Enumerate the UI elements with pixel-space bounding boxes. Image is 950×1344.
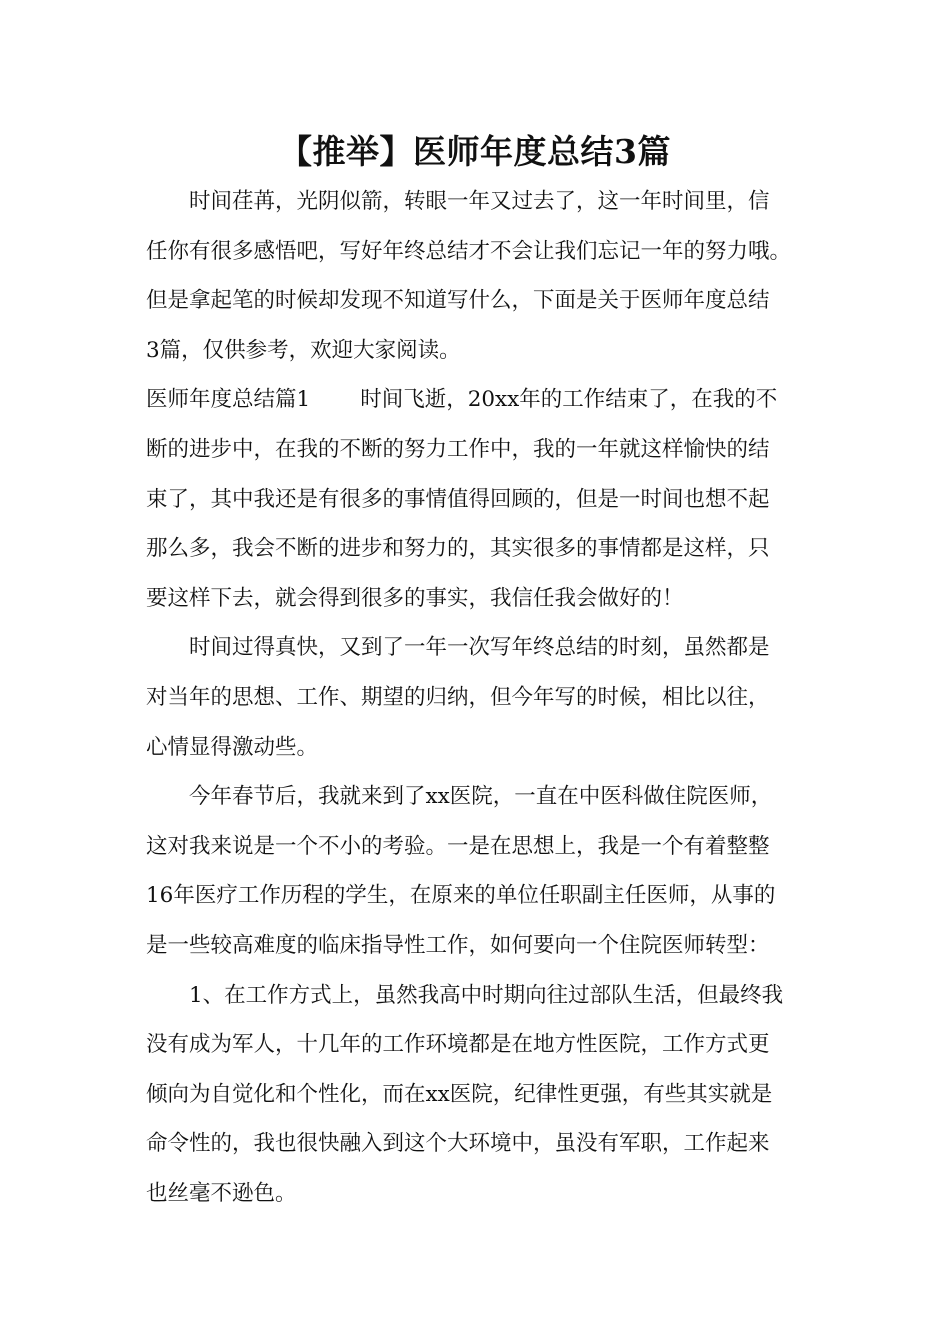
paragraph <box>146 623 818 772</box>
text-line: 但是拿起笔的时候却发现不知道写什么，下面是关于医师年度总结 <box>146 288 770 314</box>
document-title: 【推举】医师年度总结3篇 <box>279 132 671 171</box>
text-line: 断的进步中，在我的不断的努力工作中，我的一年就这样愉快的结 <box>146 436 770 462</box>
text-line: 任你有很多感悟吧，写好年终总结才不会让我们忘记一年的努力哦。 <box>146 238 792 264</box>
text-line: 心情显得激动些。 <box>146 734 319 760</box>
paragraph <box>146 772 818 970</box>
text-line: 16年医疗工作历程的学生，在原来的单位任职副主任医师，从事的 <box>146 883 776 909</box>
text-line: 1、在工作方式上，虽然我高中时期向往过部队生活，但最终我 <box>189 982 784 1008</box>
document-body <box>146 177 818 1218</box>
text-line: 也丝毫不逊色。 <box>146 1180 297 1206</box>
text-line: 束了，其中我还是有很多的事情值得回顾的，但是一时间也想不起 <box>146 486 770 512</box>
text-line <box>146 375 818 425</box>
text-line: 这对我来说是一个不小的考验。一是在思想上，我是一个有着整整 <box>146 833 770 859</box>
text-line: 那么多，我会不断的进步和努力的，其实很多的事情都是这样，只 <box>146 536 770 562</box>
text-line: 是一些较高难度的临床指导性工作，如何要向一个住院医师转型： <box>146 932 770 958</box>
text-line: 倾向为自觉化和个性化，而在xx医院，纪律性更强，有些其实就是 <box>146 1081 773 1107</box>
text-run: 时间飞逝，20xx年的工作结束了，在我的不 <box>360 387 778 413</box>
text-line: 对当年的思想、工作、期望的归纳，但今年写的时候，相比以往， <box>146 684 770 710</box>
text-line: 命令性的，我也很快融入到这个大环境中，虽没有军职，工作起来 <box>146 1131 770 1157</box>
text-line: 今年春节后，我就来到了xx医院，一直在中医科做住院医师， <box>189 784 773 810</box>
text-line: 时间荏苒，光阴似箭，转眼一年又过去了，这一年时间里，信 <box>189 189 770 214</box>
paragraph <box>146 971 818 1219</box>
text-line: 没有成为军人，十几年的工作环境都是在地方性医院，工作方式更 <box>146 1032 770 1058</box>
text-line: 3篇，仅供参考，欢迎大家阅读。 <box>146 337 461 363</box>
text-line: 要这样下去，就会得到很多的事实，我信任我会做好的！ <box>146 585 684 611</box>
text-line: 时间过得真快，又到了一年一次写年终总结的时刻，虽然都是 <box>189 635 770 661</box>
paragraph <box>146 375 818 623</box>
section-heading: 医师年度总结篇1 <box>146 387 311 413</box>
paragraph <box>146 177 818 375</box>
